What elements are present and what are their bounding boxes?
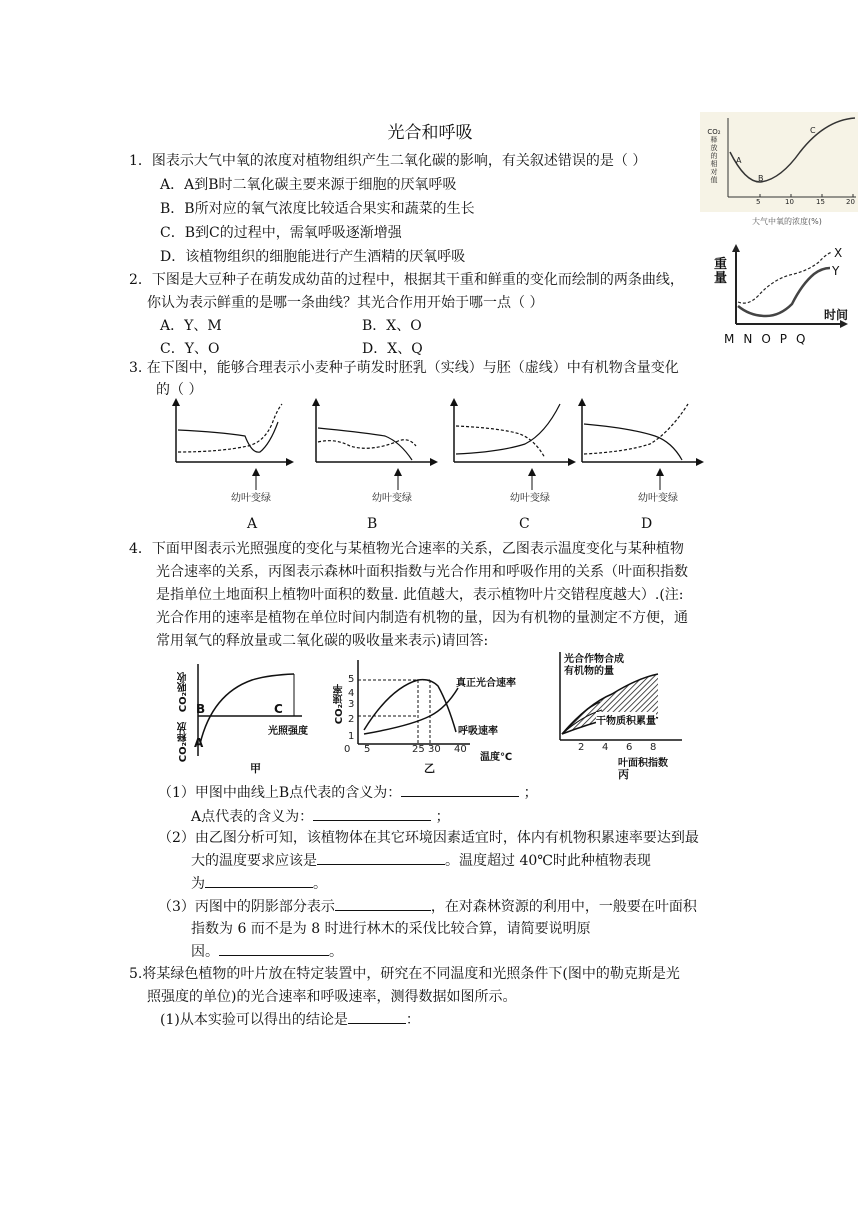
q4-yi-xtick-5: 5 [364,744,371,755]
q4-sub1-a-end: ； [523,785,538,801]
q1-option-a: A．A到B时二氧化碳主要来源于细胞的厌氧呼吸 [160,177,457,193]
q4-sub2-b [191,850,651,872]
q4-sub3-shade-blank[interactable] [335,896,431,911]
q4-yi-ytick-2: 2 [348,714,355,725]
q4-bing-xtick-6: 6 [626,742,633,753]
q2-option-a: A．Y、M [160,318,222,334]
q4-bing-ylabel-2: 有机物的量 [564,666,614,677]
q1-tick-10: 10 [785,198,794,206]
q2-point-p: P [779,332,797,346]
q3-stem-1: 3. 在下图中，能够合理表示小麦种子萌发时胚乳（实线）与胚（虚线）中有机物含量变化 [129,360,679,376]
q4-sub1-b [191,806,450,828]
q4-yi-xtick-30: 30 [428,744,441,755]
q4-sub1-b-text: A点代表的含义为： [191,809,314,825]
q4-bing-ylabel-1: 光合作物合成 [564,654,624,665]
q1-tick-20: 20 [846,198,855,206]
q1-ylabel-3: 放 [710,144,718,152]
q1-ylabel-4: 的 [710,152,718,160]
q4-sub2-b-end: 。温度超过 40℃时此种植物表现 [445,853,651,869]
q1-ylabel-5: 相 [710,160,718,168]
q2-xlabel: 时间 [824,308,849,322]
q5-sub1-blank[interactable] [348,1009,406,1024]
q4-sub2-a: （2）由乙图分析可知，该植物体在其它环境因素适宜时，体内有机物积累速率要达到最 [158,830,699,846]
q4-jia-point-a: A [194,736,204,750]
q4-yi-xtick-0: 0 [344,744,351,755]
q1-option-b: B．B所对应的氧气浓度比较适合果实和蔬菜的生长 [160,201,475,217]
q2-option-c: C．Y、O [160,341,220,357]
q4-yi-series-real: 真正光合速率 [456,678,516,689]
q3-panel-d [578,398,704,490]
q5-sub1-end: ： [405,1012,420,1028]
q4-sub2-symptom-blank[interactable] [205,873,313,888]
q4-fig-jia [172,660,312,780]
q2-point-o: O [761,332,780,346]
q1-point-b: B [758,174,764,183]
q4-yi-ytick-3: 3 [348,699,355,710]
q4-sub2-temp-blank[interactable] [317,850,445,865]
q4-sub3-a-end: ，在对森林资源的利用中，一般要在叶面积 [430,899,697,915]
q4-sub1-a-text: （1）甲图中曲线上B点代表的含义为： [158,785,402,801]
q4-fig-yi [330,656,540,780]
q3-arrow-label-b: 幼叶变绿 [372,493,412,504]
q2-ylabel: 重量 [714,257,728,286]
q4-sub3-reason-blank[interactable] [219,941,329,956]
q1-tick-5: 5 [756,198,761,206]
q3-panel-b [312,398,438,490]
q1-point-a: A [736,156,742,165]
q4-bing-label: 丙 [618,768,629,781]
q2-point-n: N [743,332,762,346]
q4-bing-xtick-2: 2 [578,742,585,753]
q4-sub1-a [158,782,538,804]
q2-stem-2: 你认为表示鲜重的是哪一条曲线？其光合作用开始于哪一点（ ） [147,295,544,311]
q4-sub3-c [191,941,343,963]
q3-panel-label-a: A [247,516,258,532]
q4-yi-ylabel: CO₂速率 [334,684,345,725]
q3-arrow-label-c: 幼叶变绿 [510,493,550,504]
q1-tick-15: 15 [816,198,825,206]
q1-option-c: C．B到C的过程中，需氧呼吸逐渐增强 [160,225,402,241]
q2-option-b: B．X、O [362,318,422,334]
q5-line-1: 5.将某绿色植物的叶片放在特定装置中，研究在不同温度和光照条件下(图中的勒克斯是光 [129,966,680,982]
q4-sub3-b: 指数为 6 而不是为 8 时进行林木的采伐比较合算，请简要说明原 [191,921,591,937]
q1-option-d: D．该植物组织的细胞能进行产生酒精的厌氧呼吸 [160,249,466,265]
q4-sub3-c-text: 因。 [191,944,219,960]
q4-yi-xtick-40: 40 [454,744,467,755]
q4-sub1-b-blank[interactable] [401,782,519,797]
q2-points [724,332,815,346]
q3-arrow-label-a: 幼叶变绿 [231,493,271,504]
q1-ylabel-2: 释 [710,136,718,144]
q1-ylabel-7: 值 [710,176,718,184]
q1-figure [700,112,858,212]
q2-stem-1: 2．下图是大豆种子在萌发成幼苗的过程中，根据其干重和鲜重的变化而绘制的两条曲线， [129,272,684,288]
q4-jia-y-top: CO₂吸收 [178,672,189,713]
q4-yi-series-resp: 呼吸速率 [458,726,498,737]
q3-panel-label-d: D [641,516,653,532]
q2-option-d: D．X、Q [362,341,423,357]
q4-sub2-c-end: 。 [313,876,327,892]
q3-arrow-label-d: 幼叶变绿 [638,493,678,504]
q3-stem-2: 的（ ） [156,382,203,398]
q5-sub1 [160,1009,420,1031]
q1-point-c: C [810,126,816,135]
q3-panel-label-c: C [519,516,530,532]
q1-xlabel: 大气中氧的浓度(%) [752,217,822,226]
q4-jia-point-c: C [274,702,283,716]
q4-yi-ytick-4: 4 [348,688,355,699]
q4-stem-1: 4．下面甲图表示光照强度的变化与某植物光合速率的关系，乙图表示温度变化与某种植物 [129,541,684,557]
q4-sub2-b-text: 大的温度要求应该是 [191,853,317,869]
q2-curve-y: Y [832,264,840,278]
q3-panel-c [450,398,576,490]
q4-sub1-a-blank[interactable] [313,806,431,821]
q4-bing-xtick-8: 8 [650,742,657,753]
q4-sub2-c-text: 为 [191,876,205,892]
q4-yi-ytick-5: 5 [348,674,355,685]
q4-jia-point-b: B [196,702,206,716]
q4-bing-series-dry: 干物质积累量 [596,712,656,727]
q4-yi-label: 乙 [424,762,435,775]
page-title: 光合和呼吸 [387,123,473,143]
q4-sub3-c-end: 。 [329,944,343,960]
q3-panel-a [172,398,294,490]
q1-ylabel-6: 对 [710,168,718,176]
q4-sub3-a [158,896,697,918]
q1-ylabel-1: CO₂ [707,128,721,136]
q4-bing-xtick-4: 4 [602,742,609,753]
q2-point-q: Q [796,332,815,346]
q4-yi-ytick-1: 1 [348,731,355,742]
q4-bing-xlabel: 叶面积指数 [618,758,668,769]
q1-stem: 1．图表示大气中氧的浓度对植物组织产生二氧化碳的影响，有关叙述错误的是（ ） [129,153,647,169]
q4-jia-y-bottom: CO₂释放 [178,722,189,763]
q4-sub3-a-text: （3）丙图中的阴影部分表示 [158,899,335,915]
q4-sub1-b-end: ； [435,809,450,825]
q4-sub2-c [191,873,327,895]
q4-jia-label: 甲 [250,762,261,775]
q2-point-m: M [724,332,744,346]
q4-stem-5: 常用氧气的释放量或二氧化碳的吸收量来表示)请回答: [156,633,489,649]
q4-stem-3: 是指单位土地面积上植物叶面积的数量. 此值越大，表示植物叶片交错程度越大）.(注: [156,587,684,603]
q4-yi-xlabel: 温度℃ [480,752,513,763]
q4-yi-xtick-25: 25 [412,744,425,755]
q2-curve-x: X [834,246,843,260]
q3-panel-label-b: B [367,516,378,532]
q4-stem-2: 光合速率的关系，丙图表示森林叶面积指数与光合作用和呼吸作用的关系（叶面积指数 [156,564,688,580]
q5-sub1-text: (1)从本实验可以得出的结论是 [160,1012,348,1028]
q5-line-2: 照强度的单位)的光合速率和呼吸速率，测得数据如图所示。 [147,989,517,1005]
q4-jia-xlabel: 光照强度 [268,726,308,737]
q4-stem-4: 光合作用的速率是植物在单位时间内制造有机物的量，因为有机物的量测定不方便，通 [156,610,688,626]
q4-fig-bing [552,648,692,780]
